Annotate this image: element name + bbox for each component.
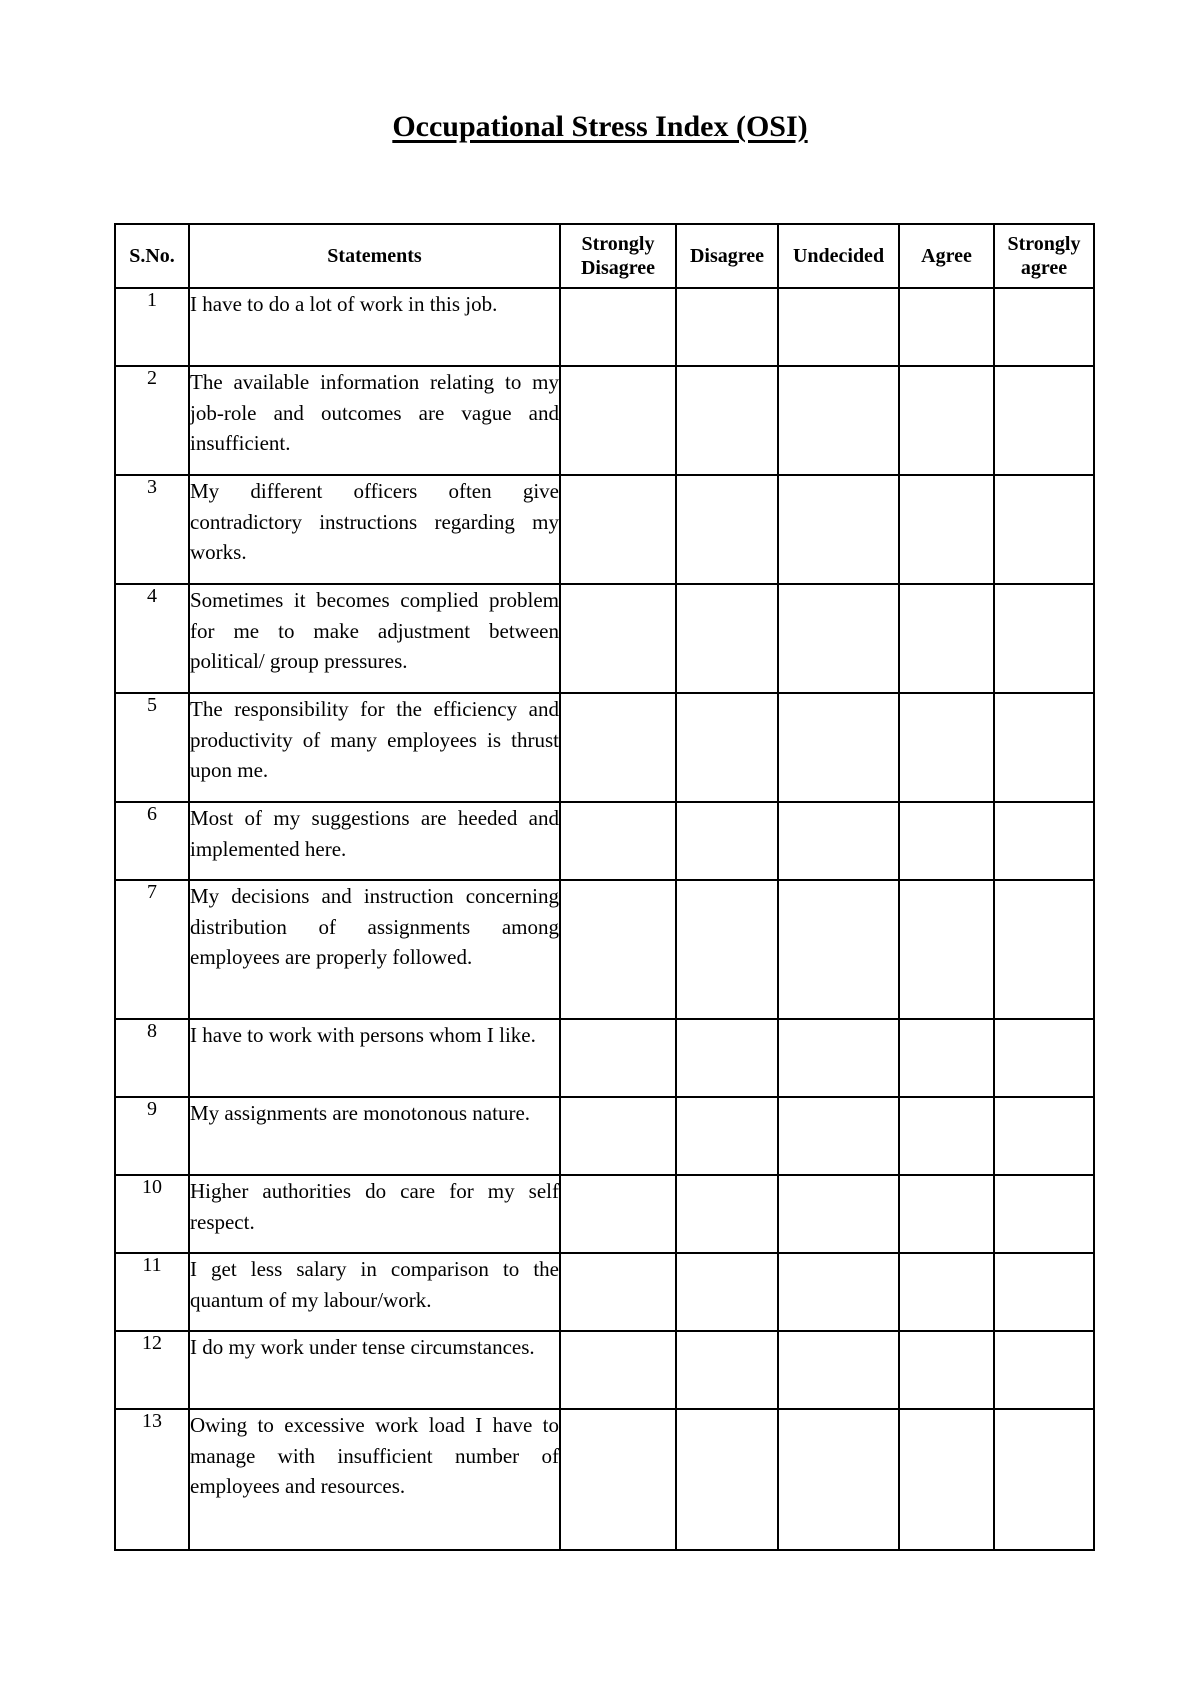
response-strongly-agree-cell[interactable]	[994, 693, 1094, 802]
response-disagree-cell[interactable]	[676, 288, 778, 366]
header-disagree: Disagree	[676, 224, 778, 288]
table-row	[115, 693, 1094, 802]
row-number: 5	[115, 693, 189, 802]
response-strongly-disagree-cell[interactable]	[560, 1175, 676, 1253]
table-row	[115, 1175, 1094, 1253]
response-disagree-cell[interactable]	[676, 880, 778, 1019]
header-undecided: Undecided	[778, 224, 899, 288]
response-disagree-cell[interactable]	[676, 1331, 778, 1409]
osi-questionnaire-table	[114, 223, 1095, 1551]
response-agree-cell[interactable]	[899, 880, 994, 1019]
response-strongly-agree-cell[interactable]	[994, 1175, 1094, 1253]
response-strongly-agree-cell[interactable]	[994, 1331, 1094, 1409]
response-strongly-disagree-cell[interactable]	[560, 1253, 676, 1331]
response-strongly-agree-cell[interactable]	[994, 475, 1094, 584]
response-strongly-disagree-cell[interactable]	[560, 880, 676, 1019]
row-number: 1	[115, 288, 189, 366]
response-strongly-disagree-cell[interactable]	[560, 584, 676, 693]
header-row	[115, 224, 1094, 288]
table-row	[115, 802, 1094, 880]
row-number: 6	[115, 802, 189, 880]
response-disagree-cell[interactable]	[676, 366, 778, 475]
response-disagree-cell[interactable]	[676, 1175, 778, 1253]
response-agree-cell[interactable]	[899, 584, 994, 693]
table-row	[115, 1409, 1094, 1550]
response-agree-cell[interactable]	[899, 475, 994, 584]
response-undecided-cell[interactable]	[778, 584, 899, 693]
response-agree-cell[interactable]	[899, 1331, 994, 1409]
response-agree-cell[interactable]	[899, 1097, 994, 1175]
response-undecided-cell[interactable]	[778, 1175, 899, 1253]
statement-text: My assignments are monotonous nature.	[189, 1097, 560, 1175]
response-undecided-cell[interactable]	[778, 1253, 899, 1331]
row-number: 10	[115, 1175, 189, 1253]
header-strongly-disagree: Strongly Disagree	[560, 224, 676, 288]
response-undecided-cell[interactable]	[778, 475, 899, 584]
response-strongly-disagree-cell[interactable]	[560, 1409, 676, 1550]
response-undecided-cell[interactable]	[778, 288, 899, 366]
response-agree-cell[interactable]	[899, 693, 994, 802]
response-disagree-cell[interactable]	[676, 693, 778, 802]
response-disagree-cell[interactable]	[676, 1253, 778, 1331]
row-number: 3	[115, 475, 189, 584]
response-strongly-agree-cell[interactable]	[994, 584, 1094, 693]
response-undecided-cell[interactable]	[778, 693, 899, 802]
response-undecided-cell[interactable]	[778, 1097, 899, 1175]
response-strongly-disagree-cell[interactable]	[560, 1097, 676, 1175]
response-disagree-cell[interactable]	[676, 802, 778, 880]
response-strongly-agree-cell[interactable]	[994, 802, 1094, 880]
statement-text: My different officers often give contradictory instructions regarding my works.	[189, 475, 560, 584]
header-sno: S.No.	[115, 224, 189, 288]
response-disagree-cell[interactable]	[676, 1409, 778, 1550]
table-row	[115, 880, 1094, 1019]
response-undecided-cell[interactable]	[778, 802, 899, 880]
table-row	[115, 1331, 1094, 1409]
statement-text: Sometimes it becomes complied problem for me to make adjustment between political/ group pressures.	[189, 584, 560, 693]
response-strongly-agree-cell[interactable]	[994, 288, 1094, 366]
row-number: 9	[115, 1097, 189, 1175]
statement-text: My decisions and instruction concerning distribution of assignments among employees are properly followed.	[189, 880, 560, 1019]
table-row	[115, 584, 1094, 693]
table-row	[115, 1019, 1094, 1097]
response-agree-cell[interactable]	[899, 366, 994, 475]
response-disagree-cell[interactable]	[676, 1097, 778, 1175]
row-number: 13	[115, 1409, 189, 1550]
page-title: Occupational Stress Index (OSI)	[392, 110, 808, 143]
response-disagree-cell[interactable]	[676, 475, 778, 584]
response-agree-cell[interactable]	[899, 1019, 994, 1097]
header-strongly-agree: Strongly agree	[994, 224, 1094, 288]
statement-text: I have to work with persons whom I like.	[189, 1019, 560, 1097]
response-strongly-disagree-cell[interactable]	[560, 1019, 676, 1097]
response-strongly-agree-cell[interactable]	[994, 1019, 1094, 1097]
response-strongly-disagree-cell[interactable]	[560, 693, 676, 802]
response-strongly-agree-cell[interactable]	[994, 366, 1094, 475]
response-disagree-cell[interactable]	[676, 584, 778, 693]
response-strongly-disagree-cell[interactable]	[560, 288, 676, 366]
response-strongly-disagree-cell[interactable]	[560, 802, 676, 880]
response-strongly-agree-cell[interactable]	[994, 1097, 1094, 1175]
row-number: 4	[115, 584, 189, 693]
table-row	[115, 1097, 1094, 1175]
response-undecided-cell[interactable]	[778, 366, 899, 475]
statement-text: I do my work under tense circumstances.	[189, 1331, 560, 1409]
row-number: 8	[115, 1019, 189, 1097]
response-undecided-cell[interactable]	[778, 1331, 899, 1409]
statement-text: The responsibility for the efficiency and productivity of many employees is thrust upon me.	[189, 693, 560, 802]
response-strongly-agree-cell[interactable]	[994, 1253, 1094, 1331]
row-number: 12	[115, 1331, 189, 1409]
response-strongly-disagree-cell[interactable]	[560, 475, 676, 584]
statement-text: I have to do a lot of work in this job.	[189, 288, 560, 366]
response-agree-cell[interactable]	[899, 802, 994, 880]
statement-text: I get less salary in comparison to the quantum of my labour/work.	[189, 1253, 560, 1331]
response-strongly-disagree-cell[interactable]	[560, 366, 676, 475]
table-row	[115, 366, 1094, 475]
response-agree-cell[interactable]	[899, 1409, 994, 1550]
response-agree-cell[interactable]	[899, 288, 994, 366]
response-agree-cell[interactable]	[899, 1253, 994, 1331]
row-number: 11	[115, 1253, 189, 1331]
statement-text: Higher authorities do care for my self respect.	[189, 1175, 560, 1253]
statement-text: The available information relating to my job-role and outcomes are vague and insufficient.	[189, 366, 560, 475]
row-number: 2	[115, 366, 189, 475]
statement-text: Owing to excessive work load I have to manage with insufficient number of employees and resources.	[189, 1409, 560, 1550]
table-row	[115, 288, 1094, 366]
response-undecided-cell[interactable]	[778, 1019, 899, 1097]
table-row	[115, 475, 1094, 584]
header-agree: Agree	[899, 224, 994, 288]
response-agree-cell[interactable]	[899, 1175, 994, 1253]
response-strongly-agree-cell[interactable]	[994, 1409, 1094, 1550]
response-disagree-cell[interactable]	[676, 1019, 778, 1097]
table-row	[115, 1253, 1094, 1331]
response-undecided-cell[interactable]	[778, 880, 899, 1019]
response-undecided-cell[interactable]	[778, 1409, 899, 1550]
response-strongly-agree-cell[interactable]	[994, 880, 1094, 1019]
header-statements: Statements	[189, 224, 560, 288]
statement-text: Most of my suggestions are heeded and implemented here.	[189, 802, 560, 880]
response-strongly-disagree-cell[interactable]	[560, 1331, 676, 1409]
row-number: 7	[115, 880, 189, 1019]
